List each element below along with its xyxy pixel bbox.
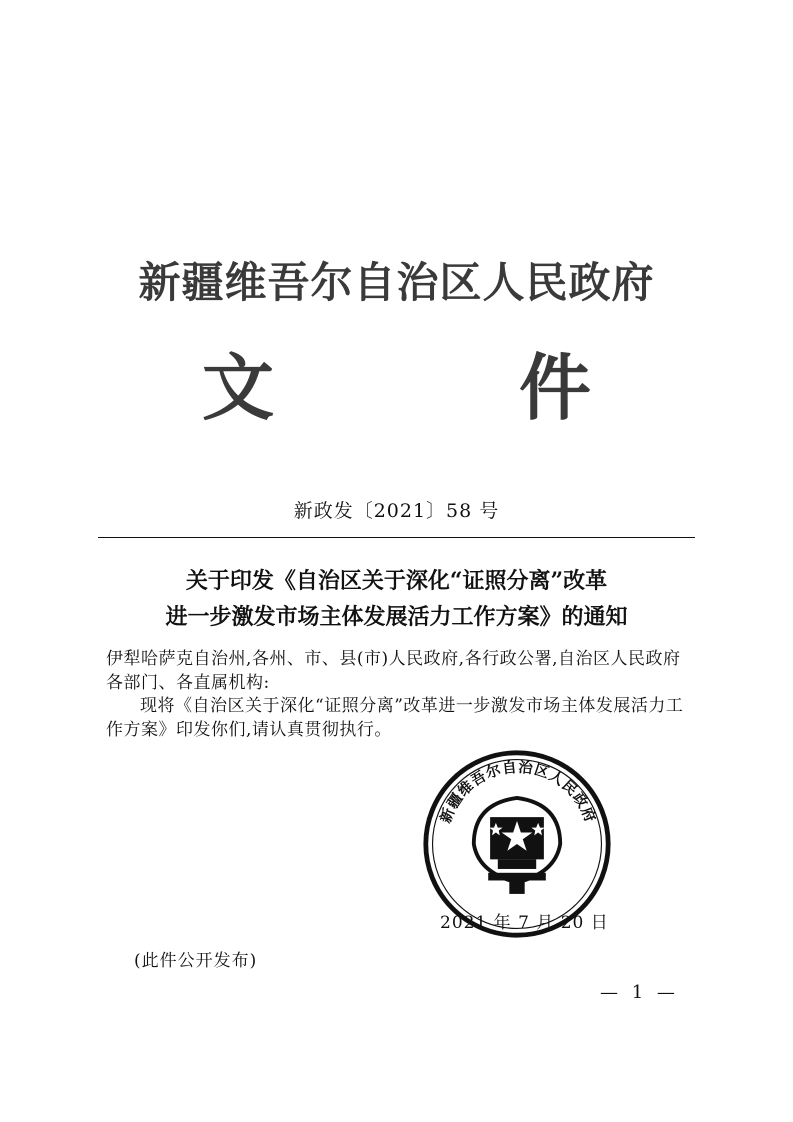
notice-title-line-2: 进一步激发市场主体发展活力工作方案》的通知 xyxy=(165,604,628,630)
notice-title-line-1: 关于印发《自治区关于深化“证照分离”改革 xyxy=(185,568,608,594)
body-paragraph: 现将《自治区关于深化“证照分离”改革进一步激发市场主体发展活力工作方案》印发你们,请认真贯彻执行。 xyxy=(106,696,684,740)
page-number: — 1 — xyxy=(600,982,679,1003)
issue-date: 2021 年 7 月 20 日 xyxy=(440,913,609,933)
seal-text: 新疆维吾尔自治区人民政府 xyxy=(437,759,598,826)
document-number: 新政发〔2021〕58 号 xyxy=(293,500,500,522)
svg-text:新疆维吾尔自治区人民政府 xyxy=(436,758,600,826)
notice-body xyxy=(106,648,696,742)
public-release-note: (此件公开发布) xyxy=(134,951,258,971)
header-divider xyxy=(98,537,695,538)
national-emblem-icon xyxy=(474,798,560,894)
issuer-heading: 新疆维吾尔自治区人民政府 xyxy=(138,258,655,307)
document-type-heading: 文 件 xyxy=(201,346,702,430)
recipients-paragraph: 伊犁哈萨克自治州,各州、市、县(市)人民政府,各行政公署,自治区人民政府各部门、各直属机构: xyxy=(106,649,681,693)
notice-title xyxy=(80,563,713,635)
